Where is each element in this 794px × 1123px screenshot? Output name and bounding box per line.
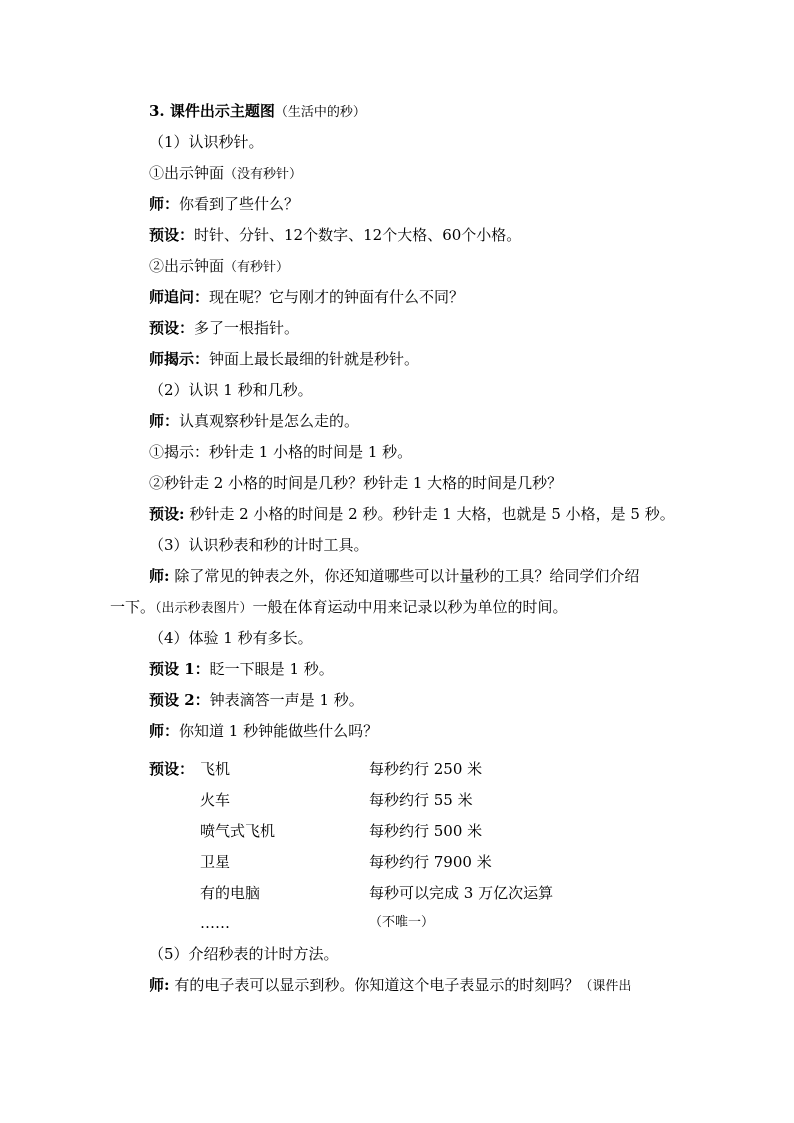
speaker-label: 师： [149, 722, 180, 740]
table-item: 飞机 [200, 760, 231, 778]
speaker-label: 预设： [149, 319, 195, 337]
s4-line2 [149, 690, 364, 710]
table-value: 每秒可以完成 3 万亿次运算 [369, 884, 554, 902]
speaker-label: 预设 1： [149, 660, 210, 678]
table-row [200, 821, 275, 841]
speaker-label: 师: [149, 976, 170, 994]
heading-text: 3. 课件出示主题图 [149, 102, 275, 120]
s4-line3-text: 你知道 1 秒钟能做些什么吗？ [179, 722, 379, 740]
s3-title: （3）认识秒表和秒的计时工具。 [149, 536, 369, 554]
s1-line4 [149, 256, 289, 278]
s3-line2 [110, 597, 568, 619]
s5-line1-text: 有的电子表可以显示到秒。你知道这个电子表显示的时刻吗？ [169, 976, 580, 994]
s1-line7 [149, 349, 419, 369]
table-row [200, 790, 230, 810]
speaker-label: 师： [149, 195, 180, 213]
s1-line6 [149, 318, 299, 338]
speaker-label: 预设: [149, 505, 185, 523]
speaker-label: 预设 2： [149, 691, 210, 709]
s1-line5-text: 现在呢？它与刚才的钟面有什么不同？ [209, 288, 465, 306]
table-row [200, 913, 230, 933]
s5-line1 [149, 975, 631, 997]
s3-line2-text-b: 一般在体育运动中用来记录以秒为单位的时间。 [252, 598, 568, 616]
s1-line3 [149, 225, 521, 245]
s1-line1-note: （没有秒针） [224, 167, 303, 182]
table-value: 每秒约行 7900 米 [369, 853, 492, 871]
table-value: 每秒约行 500 米 [369, 822, 483, 840]
s1-line7-text: 钟面上最长最细的针就是秒针。 [209, 350, 420, 368]
speaker-label: 师： [149, 412, 180, 430]
table-row [200, 852, 230, 872]
table-value: 每秒约行 55 米 [369, 791, 473, 809]
s3-line2-text-a: 一下。 [110, 598, 156, 616]
s4-table-label: 预设： [149, 760, 195, 778]
table-row [200, 759, 230, 779]
s1-line3-text: 时针、分针、12个数字、12个大格、60个小格。 [194, 226, 522, 244]
s1-line4-note: （有秒针） [224, 260, 290, 275]
table-item: 有的电脑 [200, 884, 261, 902]
s4-line1 [149, 659, 334, 679]
s4-line1-text: 眨一下眼是 1 秒。 [209, 660, 334, 678]
s2-line4-text: 秒针走 2 小格的时间是 2 秒。秒针走 1 大格，也就是 5 小格，是 5 秒。 [184, 505, 675, 523]
s1-line2 [149, 194, 299, 214]
table-item: 火车 [200, 791, 231, 809]
s1-title: （1）认识秒针。 [149, 133, 264, 151]
s5-title: （5）介绍秒表的计时方法。 [149, 945, 339, 963]
s2-title: （2）认识 1 秒和几秒。 [149, 381, 313, 399]
s2-line3: ②秒针走 2 小格的时间是几秒？秒针走 1 大格的时间是几秒？ [149, 474, 563, 492]
s1-line1-text: ①出示钟面 [149, 164, 225, 182]
speaker-label: 师揭示： [149, 350, 210, 368]
s1-line1 [149, 163, 302, 185]
s1-line2-text: 你看到了些什么？ [179, 195, 300, 213]
table-item: 喷气式飞机 [200, 822, 276, 840]
s3-line1-text: 除了常见的钟表之外，你还知道哪些可以计量秒的工具？给同学们介绍 [169, 567, 640, 585]
speaker-label: 师追问： [149, 288, 210, 306]
s1-line4-text: ②出示钟面 [149, 257, 225, 275]
s5-line1-note: （课件出 [579, 979, 632, 994]
table-value: 每秒约行 250 米 [369, 760, 483, 778]
table-value: （不唯一） [369, 915, 435, 930]
s2-line4 [149, 504, 675, 524]
s3-line1 [149, 566, 639, 586]
s2-line1 [149, 411, 359, 431]
s1-line5 [149, 287, 464, 307]
heading-note: （生活中的秒） [274, 105, 366, 120]
table-row [200, 883, 260, 903]
section-heading [149, 101, 366, 123]
s4-line3 [149, 721, 378, 741]
s2-line2: ①揭示：秒针走 1 小格的时间是 1 秒。 [149, 443, 413, 461]
table-item: 卫星 [200, 853, 231, 871]
s1-line6-text: 多了一根指针。 [194, 319, 300, 337]
speaker-label: 师: [149, 567, 170, 585]
speaker-label: 预设： [149, 226, 195, 244]
s3-line2-note: （出示秒表图片） [155, 601, 253, 616]
table-item: …… [200, 914, 230, 932]
s4-line2-text: 钟表滴答一声是 1 秒。 [209, 691, 364, 709]
s2-line1-text: 认真观察秒针是怎么走的。 [179, 412, 360, 430]
s4-title: （4）体验 1 秒有多长。 [149, 629, 313, 647]
